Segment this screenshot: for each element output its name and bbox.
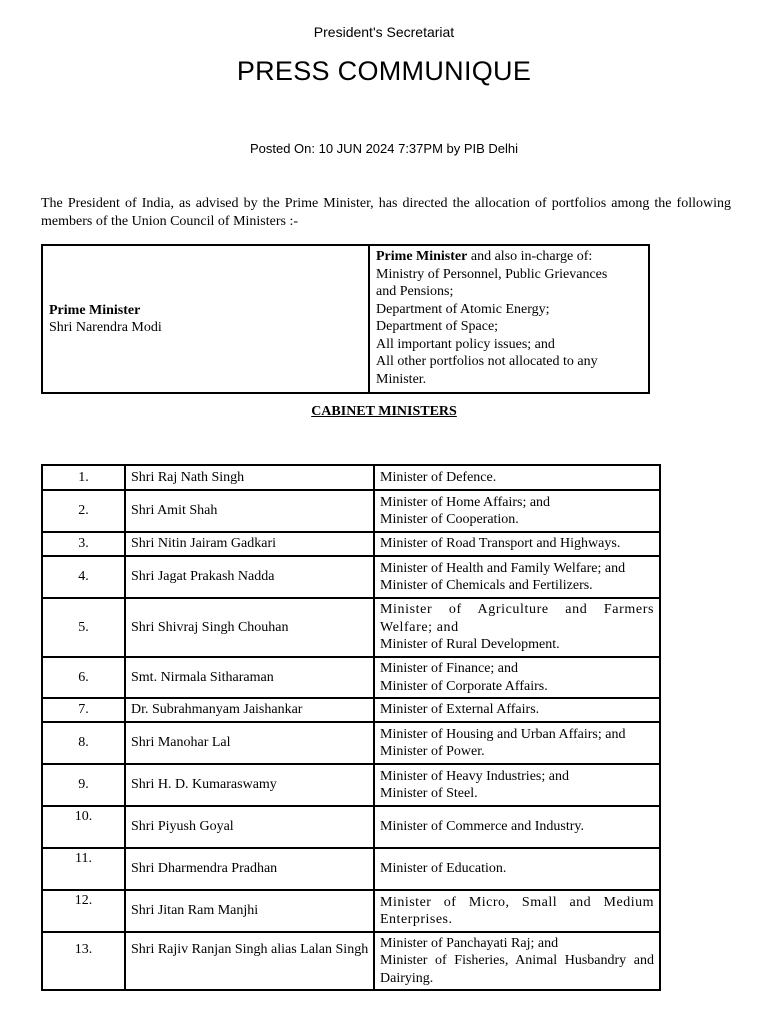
row-number: 13. — [42, 932, 125, 990]
minister-portfolio: Minister of Defence. — [374, 465, 660, 490]
table-row — [42, 764, 660, 806]
cabinet-ministers-table — [41, 464, 661, 991]
row-number: 3. — [42, 532, 125, 556]
minister-name: Shri Jitan Ram Manjhi — [125, 890, 374, 932]
pm-portfolio-heading: Prime Minister and also in-charge of: — [376, 249, 593, 264]
row-number: 11. — [42, 848, 125, 890]
minister-name: Shri Manohar Lal — [125, 722, 374, 764]
table-row — [42, 722, 660, 764]
table-row — [42, 932, 660, 990]
pm-portfolio-line: Department of Atomic Energy; — [376, 301, 550, 317]
minister-name: Shri H. D. Kumaraswamy — [125, 764, 374, 806]
minister-name: Shri Rajiv Ranjan Singh alias Lalan Singh — [125, 932, 374, 990]
pm-portfolio-line: Ministry of Personnel, Public Grievances — [376, 266, 608, 282]
row-number: 2. — [42, 490, 125, 532]
table-row — [42, 657, 660, 698]
pm-portfolio-line: Department of Space; — [376, 319, 499, 334]
pm-portfolio-line: All other portfolios not allocated to any — [376, 354, 598, 369]
table-row — [42, 806, 660, 848]
minister-name: Shri Nitin Jairam Gadkari — [125, 532, 374, 556]
minister-portfolio: Minister of Commerce and Industry. — [374, 806, 660, 848]
table-row — [42, 556, 660, 598]
minister-portfolio: Minister of Finance; and Minister of Corporate Affairs. — [374, 657, 660, 698]
table-row — [42, 598, 660, 657]
row-number: 12. — [42, 890, 125, 932]
minister-portfolio: Minister of Housing and Urban Affairs; and Minister of Power. — [374, 722, 660, 764]
minister-name: Shri Piyush Goyal — [125, 806, 374, 848]
table-row — [42, 532, 660, 556]
row-number: 6. — [42, 657, 125, 698]
minister-name: Shri Jagat Prakash Nadda — [125, 556, 374, 598]
row-number: 4. — [42, 556, 125, 598]
pm-portfolio-line: All important policy issues; and — [376, 336, 555, 352]
intro-paragraph: The President of India, as advised by the Prime Minister, has directed the allocation of portfolios among the following members of the Union Council of Ministers :- — [41, 196, 731, 229]
row-number: 1. — [42, 465, 125, 490]
posted-info: Posted On: 10 JUN 2024 7:37PM by PIB Delhi — [249, 141, 519, 156]
prime-minister-table — [41, 244, 650, 394]
pm-portfolio-line: Minister. — [376, 371, 427, 387]
row-number: 7. — [42, 698, 125, 722]
pm-portfolio-cell — [369, 245, 649, 393]
minister-portfolio: Minister of Health and Family Welfare; and Minister of Chemicals and Fertilizers. — [374, 556, 660, 598]
minister-portfolio: Minister of External Affairs. — [374, 698, 660, 722]
minister-name: Dr. Subrahmanyam Jaishankar — [125, 698, 374, 722]
row-number: 5. — [42, 598, 125, 657]
pm-portfolio-line: and Pensions; — [376, 284, 454, 299]
row-number: 10. — [42, 806, 125, 848]
minister-name: Shri Amit Shah — [125, 490, 374, 532]
page-title: PRESS COMMUNIQUE — [236, 56, 532, 86]
pm-name: Shri Narendra Modi — [49, 320, 162, 335]
table-row — [42, 698, 660, 722]
minister-name: Shri Raj Nath Singh — [125, 465, 374, 490]
pm-role: Prime Minister — [49, 302, 141, 318]
agency-name: President's Secretariat — [313, 24, 455, 40]
minister-portfolio: Minister of Panchayati Raj; and Minister of Fisheries, Animal Husbandry and Dairying. — [374, 932, 660, 990]
table-row — [42, 890, 660, 932]
table-row — [42, 490, 660, 532]
minister-portfolio: Minister of Road Transport and Highways. — [374, 532, 660, 556]
minister-portfolio: Minister of Micro, Small and Medium Enterprises. — [374, 890, 660, 932]
row-number: 8. — [42, 722, 125, 764]
minister-portfolio: Minister of Heavy Industries; and Minister of Steel. — [374, 764, 660, 806]
minister-name: Shri Shivraj Singh Chouhan — [125, 598, 374, 657]
pm-name-cell — [42, 245, 369, 393]
table-row — [42, 465, 660, 490]
row-number: 9. — [42, 764, 125, 806]
minister-portfolio: Minister of Education. — [374, 848, 660, 890]
table-row — [42, 848, 660, 890]
minister-name: Shri Dharmendra Pradhan — [125, 848, 374, 890]
section-heading: CABINET MINISTERS — [311, 404, 457, 419]
minister-portfolio: Minister of Agriculture and Farmers Welfare; and Minister of Rural Development. — [374, 598, 660, 657]
minister-name: Smt. Nirmala Sitharaman — [125, 657, 374, 698]
minister-portfolio: Minister of Home Affairs; and Minister of Cooperation. — [374, 490, 660, 532]
